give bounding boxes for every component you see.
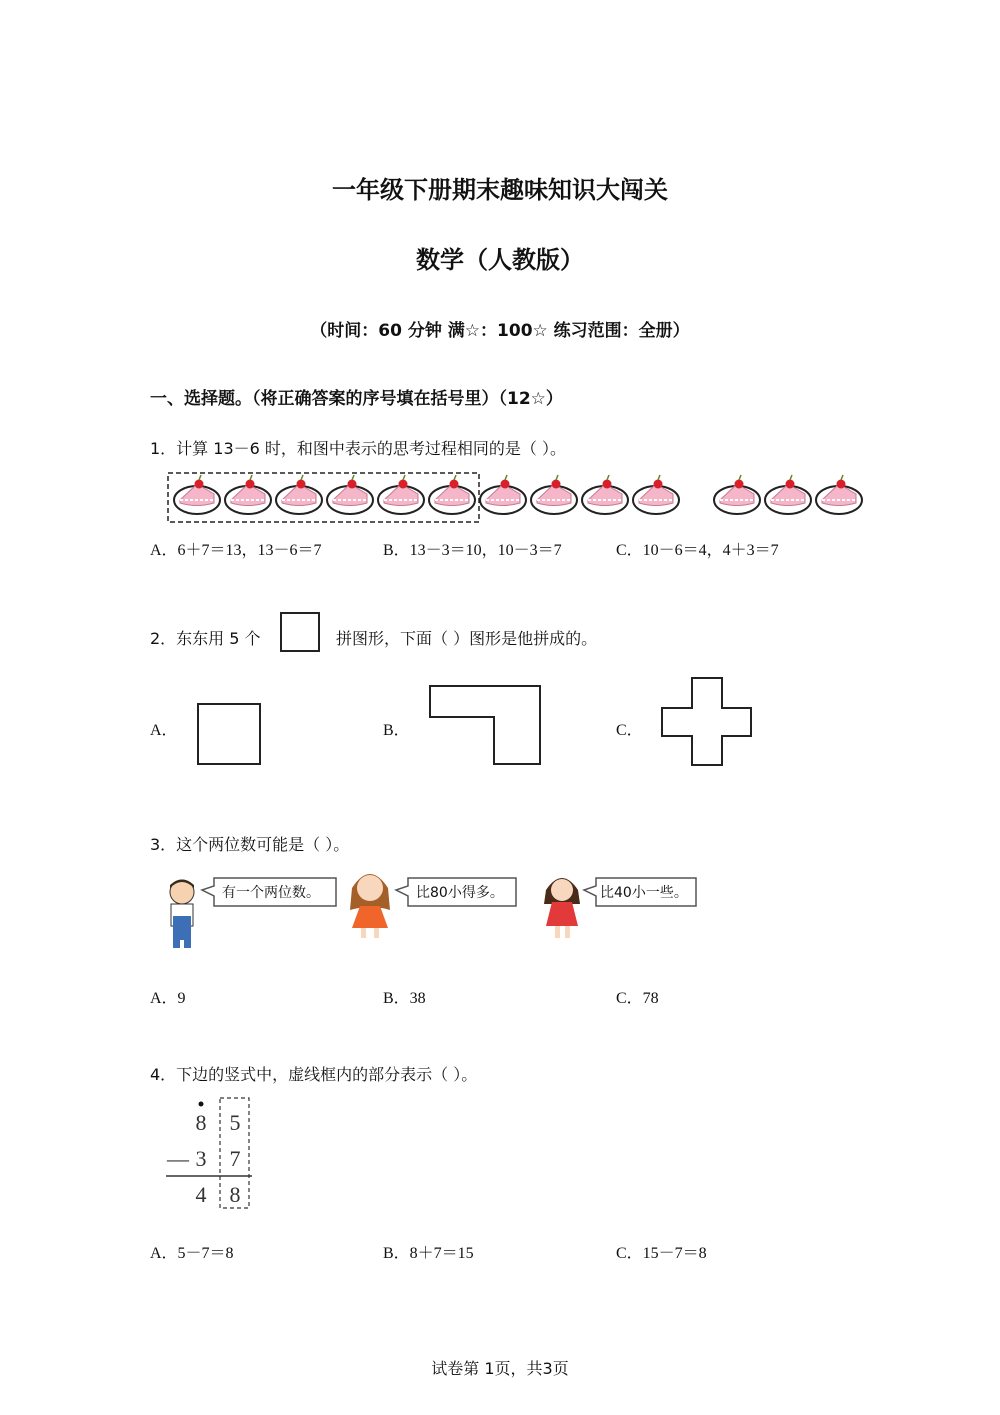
digit: 4 xyxy=(195,1182,207,1207)
q3-option-c[interactable]: C．78 xyxy=(616,990,659,1007)
square-shape xyxy=(196,702,264,768)
q2-option-a[interactable]: A． xyxy=(150,722,178,739)
q2-option-b[interactable]: B． xyxy=(383,722,410,739)
page-footer: 试卷第 1页，共3页 xyxy=(431,1359,569,1378)
q1-option-b[interactable]: B．13－3＝10，10－3＝7 xyxy=(383,542,562,559)
cake-slice-icon xyxy=(174,475,220,514)
cake-slice-icon xyxy=(378,475,424,514)
cake-slice-icon xyxy=(765,475,811,514)
question-3-text: 3．这个两位数可能是（ ）。 xyxy=(150,835,350,854)
cake-slice-icon xyxy=(633,475,679,514)
page-subtitle: 数学（人教版） xyxy=(416,246,584,274)
cake-slice-icon xyxy=(582,475,628,514)
q4-option-b[interactable]: B．8＋7＝15 xyxy=(383,1245,474,1262)
q1-option-a[interactable]: A．6＋7＝13，13－6＝7 xyxy=(150,542,322,559)
q4-option-a[interactable]: A．5－7＝8 xyxy=(150,1245,234,1262)
cake-slice-icon xyxy=(327,475,373,514)
cake-figure xyxy=(160,470,880,530)
cake-slice-icon xyxy=(480,475,526,514)
digit: 8 xyxy=(229,1182,241,1207)
l-shape xyxy=(428,684,544,768)
question-2-text-after: 拼图形，下面（ ）图形是他拼成的。 xyxy=(336,629,598,648)
vertical-subtraction xyxy=(160,1094,260,1212)
minus-sign: — xyxy=(167,1146,189,1171)
boy-icon xyxy=(162,876,202,950)
q3-option-a[interactable]: A．9 xyxy=(150,990,186,1007)
bubble-text-3: 比40小一些。 xyxy=(600,885,688,901)
q3-option-b[interactable]: B．38 xyxy=(383,990,426,1007)
page-title: 一年级下册期末趣味知识大闯关 xyxy=(332,176,668,204)
cake-slice-icon xyxy=(225,475,271,514)
cake-slice-icon xyxy=(276,475,322,514)
cake-slice-icon xyxy=(531,475,577,514)
digit: 5 xyxy=(229,1110,241,1135)
digit: 3 xyxy=(195,1146,207,1171)
digit: 8 xyxy=(195,1110,207,1135)
question-4-text: 4．下边的竖式中，虚线框内的部分表示（ ）。 xyxy=(150,1065,478,1084)
section-heading: 一、选择题。（将正确答案的序号填在括号里）（12☆） xyxy=(150,389,563,409)
cake-slice-icon xyxy=(816,475,862,514)
bubble-text-1: 有一个两位数。 xyxy=(222,885,320,901)
q4-option-c[interactable]: C．15－7＝8 xyxy=(616,1245,707,1262)
cake-slice-icon xyxy=(714,475,760,514)
q2-option-c[interactable]: C． xyxy=(616,722,643,739)
borrow-dot xyxy=(199,1102,204,1107)
square-tile-icon xyxy=(280,612,322,654)
question-2-text-before: 2．东东用 5 个 xyxy=(150,629,261,648)
q1-option-c[interactable]: C．10－6＝4，4＋3＝7 xyxy=(616,542,779,559)
question-1-text: 1．计算 13－6 时，和图中表示的思考过程相同的是（ ）。 xyxy=(150,439,566,458)
digit: 7 xyxy=(229,1146,241,1171)
cross-shape xyxy=(660,676,754,768)
exam-info: （时间：60 分钟 满☆：100☆ 练习范围：全册） xyxy=(310,321,690,341)
girl-icon xyxy=(344,866,396,940)
cake-slice-icon xyxy=(429,475,475,514)
girl-icon xyxy=(540,870,584,942)
bubble-text-2: 比80小得多。 xyxy=(416,885,504,901)
